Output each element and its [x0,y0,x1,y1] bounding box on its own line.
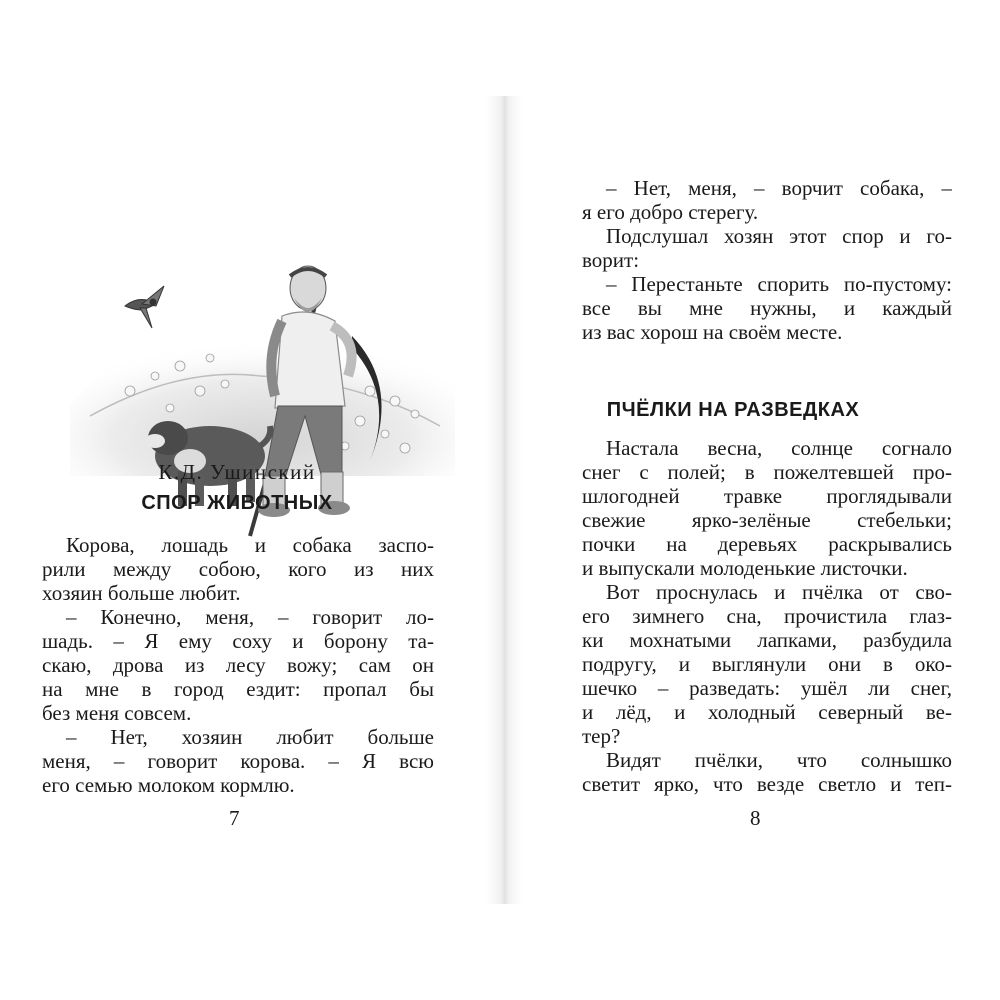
text-line: светит ярко, что везде светло и теп- [582,772,952,796]
text-line: ки мохнатыми лапками, разбудила [582,628,952,652]
right-page [530,96,960,904]
page-number-right: 8 [750,806,761,830]
text-line: шечко – разведать: ушёл ли снег, [582,676,952,700]
text-line: Корова, лошадь и собака заспо- [66,533,434,557]
text-line: без меня совсем. [42,701,192,725]
left-page [40,96,470,904]
text-line: Настала весна, солнце согнало [606,436,952,460]
text-line: снег с полей; в пожелтевшей про- [582,460,952,484]
text-line: свежие ярко-зелёные стебельки; [582,508,952,532]
text-line: и лёд, и холодный северный ве- [582,700,952,724]
story-title-spor-zhivotnykh: СПОР ЖИВОТНЫХ [141,492,333,514]
story-title-pchyolki-na-razvedkakh: ПЧЁЛКИ НА РАЗВЕДКАХ [606,399,860,421]
text-line: рили между собою, кого из них [42,557,434,581]
text-line: шадь. – Я ему соху и борону та- [42,629,434,653]
text-line: его семью молоком кормлю. [42,773,295,797]
illustration-peasant-with-scythe-and-dog [60,176,460,546]
text-line: из вас хорош на своём месте. [582,320,843,344]
text-line: все вы мне нужны, и каждый [582,296,952,320]
right-page-text-continuation [582,176,952,344]
text-line: – Нет, меня, – ворчит собака, – [606,176,952,200]
text-line: скаю, дрова из лесу вожу; сам он [42,653,434,677]
text-line: его зимнего сна, прочистила глаз- [582,604,952,628]
text-line: я его добро стерегу. [582,200,759,224]
text-line: Видят пчёлки, что солнышко [606,748,952,772]
bird-drawing [125,286,164,328]
text-line: хозяин больше любит. [42,581,241,605]
text-line: Вот проснулась и пчёлка от сво- [606,580,952,604]
book-gutter [486,96,522,904]
text-line: Подслушал хозян этот спор и го- [606,224,952,248]
text-line: – Конечно, меня, – говорит ло- [66,605,434,629]
text-line: почки на деревьях раскрывались [582,532,952,556]
text-line: подругу, и выглянули они в око- [582,652,952,676]
author-name: К.Д. Ушинский [158,460,316,484]
text-line: тер? [582,724,621,748]
text-line: ворит: [582,248,640,272]
text-line: на мне в город ездит: пропал бы [42,677,434,701]
text-line: – Нет, хозяин любит больше [66,725,434,749]
right-page-text-story [582,436,952,796]
left-page-text [42,533,434,797]
text-line: меня, – говорит корова. – Я всю [42,749,434,773]
page-number-left: 7 [229,806,240,830]
text-line: и выпускали молоденькие листочки. [582,556,908,580]
text-line: шлогодней травке проглядывали [582,484,952,508]
text-line: – Перестаньте спорить по-пустому: [606,272,952,296]
